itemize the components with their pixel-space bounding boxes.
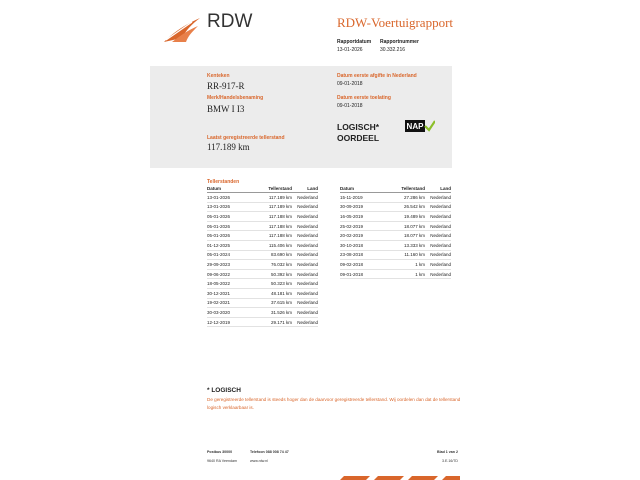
- table-row: [207, 250, 318, 260]
- header-date: Datum: [207, 185, 253, 193]
- cell-land: Nederland: [427, 240, 451, 250]
- cell-km: 50.323 km: [253, 279, 294, 289]
- cell-km: 26.542 km: [386, 202, 427, 212]
- footer-postbus: Postbus 30000: [207, 450, 233, 454]
- table-row: [207, 288, 318, 298]
- cell-km: 29.171 km: [253, 317, 294, 327]
- eerste-toelating-value: 09-01-2018: [337, 103, 363, 109]
- cell-km: 50.392 km: [253, 269, 294, 279]
- cell-km: 27.286 km: [386, 193, 427, 203]
- oordeel-line1: LOGISCH*: [337, 122, 380, 132]
- table-row: [340, 269, 451, 279]
- table-row: [207, 212, 318, 222]
- table-row: [340, 231, 451, 241]
- cell-land: Nederland: [427, 231, 451, 241]
- table-row: [340, 260, 451, 270]
- rdw-logo-icon: [162, 16, 202, 44]
- cell-date: 05-01-2024: [207, 250, 253, 260]
- table-row: [207, 308, 318, 318]
- cell-km: 117.188 km: [253, 212, 294, 222]
- report-title: RDW-Voertuigrapport: [337, 15, 454, 30]
- cell-land: Nederland: [294, 269, 318, 279]
- footer-phone: Telefoon 088 008 74 47: [250, 450, 289, 454]
- cell-date: 19-02-2021: [207, 298, 253, 308]
- cell-land: Nederland: [294, 240, 318, 250]
- cell-km: 31.526 km: [253, 308, 294, 318]
- cell-land: Nederland: [427, 269, 451, 279]
- cell-land: Nederland: [294, 279, 318, 289]
- cell-date: 05-01-2026: [207, 221, 253, 231]
- cell-km: 18.077 km: [386, 231, 427, 241]
- cell-km: 1 km: [386, 260, 427, 270]
- odometer-title: Tellerstanden: [207, 179, 240, 185]
- header-km: Tellerstand: [253, 185, 294, 193]
- cell-km: 115.406 km: [253, 240, 294, 250]
- table-row: [207, 231, 318, 241]
- eerste-toelating-label: Datum eerste toelating: [337, 95, 391, 101]
- cell-km: 13.333 km: [386, 240, 427, 250]
- rapportdatum-label: Rapportdatum: [337, 39, 372, 45]
- table-row: [340, 193, 451, 203]
- cell-km: 117.189 km: [253, 193, 294, 203]
- cell-land: Nederland: [294, 250, 318, 260]
- cell-land: Nederland: [427, 202, 451, 212]
- footer-stripes-icon: [340, 476, 460, 480]
- cell-land: Nederland: [427, 212, 451, 222]
- cell-km: 37.615 km: [253, 298, 294, 308]
- kenteken-label: Kenteken: [207, 73, 230, 79]
- cell-km: 76.032 km: [253, 260, 294, 270]
- note-title: * LOGISCH: [207, 387, 241, 394]
- header-land: Land: [294, 185, 318, 193]
- merk-label: Merk/Handelsbenaming: [207, 95, 264, 101]
- eerste-afgifte-label: Datum eerste afgifte in Nederland: [337, 73, 417, 79]
- footer-city: 9640 RA Veendam: [207, 459, 237, 463]
- table-row: [340, 240, 451, 250]
- cell-date: 16-05-2019: [340, 212, 386, 222]
- nap-logo-icon: [405, 120, 435, 132]
- cell-date: 12-12-2019: [207, 317, 253, 327]
- header-land: Land: [427, 185, 451, 193]
- footer-contact: [250, 448, 289, 466]
- cell-land: Nederland: [427, 250, 451, 260]
- cell-km: 18.077 km: [386, 221, 427, 231]
- cell-date: 09-01-2018: [340, 269, 386, 279]
- table-row: [207, 260, 318, 270]
- cell-date: 09-06-2022: [207, 269, 253, 279]
- cell-land: Nederland: [427, 260, 451, 270]
- footer-address: [207, 448, 237, 466]
- cell-date: 13-01-2026: [207, 193, 253, 203]
- cell-km: 19.489 km: [386, 212, 427, 222]
- table-header: [340, 185, 451, 193]
- brand-name: RDW: [207, 11, 253, 32]
- teller-label: Laatst geregistreerde tellerstand: [207, 135, 285, 141]
- cell-km: 117.189 km: [253, 202, 294, 212]
- cell-date: 15-11-2019: [340, 193, 386, 203]
- cell-km: 83.690 km: [253, 250, 294, 260]
- eerste-afgifte-value: 09-01-2018: [337, 81, 363, 87]
- merk-value: BMW I I3: [207, 104, 245, 114]
- table-row: [207, 202, 318, 212]
- table-row: [207, 279, 318, 289]
- cell-land: Nederland: [294, 288, 318, 298]
- cell-land: Nederland: [294, 298, 318, 308]
- cell-land: Nederland: [294, 308, 318, 318]
- table-row: [207, 240, 318, 250]
- cell-date: 29-09-2023: [207, 260, 253, 270]
- footer-page: [418, 448, 458, 466]
- rapportdatum: [337, 38, 371, 54]
- cell-date: 30-12-2021: [207, 288, 253, 298]
- cell-land: Nederland: [427, 193, 451, 203]
- kenteken-value: RR-917-R: [207, 81, 245, 91]
- cell-date: 30-03-2020: [207, 308, 253, 318]
- cell-land: Nederland: [294, 193, 318, 203]
- cell-land: Nederland: [294, 317, 318, 327]
- table-header: [207, 185, 318, 193]
- odometer-table-left: [207, 185, 318, 327]
- cell-date: 25-02-2019: [340, 221, 386, 231]
- oordeel: [337, 122, 379, 144]
- cell-km: 48.181 km: [253, 288, 294, 298]
- cell-km: 117.188 km: [253, 221, 294, 231]
- cell-date: 20-02-2019: [340, 231, 386, 241]
- oordeel-line2: OORDEEL: [337, 133, 380, 143]
- table-row: [207, 298, 318, 308]
- rapportnummer-value: 30.332.216: [380, 47, 406, 53]
- rapportnummer-label: Rapportnummer: [380, 39, 419, 45]
- cell-date: 18-05-2022: [207, 279, 253, 289]
- cell-km: 11.160 km: [386, 250, 427, 260]
- cell-km: 1 km: [386, 269, 427, 279]
- cell-land: Nederland: [294, 231, 318, 241]
- note-text: De geregistreerde tellerstand is steeds hoger dan de daarvoor geregistreerde tellerstand. Wij oordelen dan dat de tellerstand logisch verklaarbaar is.: [207, 397, 461, 410]
- cell-km: 117.188 km: [253, 231, 294, 241]
- cell-date: 05-01-2026: [207, 231, 253, 241]
- footer-page-number: Blad 1 van 2: [437, 450, 458, 454]
- table-row: [340, 212, 451, 222]
- footer-site: www.rdw.nl: [250, 459, 268, 463]
- vehicle-panel: [150, 66, 452, 168]
- table-row: [207, 193, 318, 203]
- cell-date: 05-01-2026: [207, 212, 253, 222]
- cell-land: Nederland: [294, 260, 318, 270]
- nap-logo-text: NAP: [406, 122, 424, 131]
- rapportnummer: [380, 38, 419, 54]
- teller-value: 117.189 km: [207, 142, 250, 152]
- cell-land: Nederland: [294, 212, 318, 222]
- header-km: Tellerstand: [386, 185, 427, 193]
- table-row: [207, 269, 318, 279]
- cell-date: 01-12-2025: [207, 240, 253, 250]
- cell-land: Nederland: [427, 221, 451, 231]
- header-date: Datum: [340, 185, 386, 193]
- table-row: [207, 221, 318, 231]
- rapportdatum-value: 13-01-2026: [337, 47, 363, 53]
- table-row: [340, 202, 451, 212]
- cell-land: Nederland: [294, 202, 318, 212]
- table-row: [340, 250, 451, 260]
- cell-date: 13-01-2026: [207, 202, 253, 212]
- cell-date: 30-10-2018: [340, 240, 386, 250]
- cell-date: 30-09-2019: [340, 202, 386, 212]
- table-row: [207, 317, 318, 327]
- cell-date: 23-08-2018: [340, 250, 386, 260]
- cell-date: 09-02-2018: [340, 260, 386, 270]
- odometer-table-right: [340, 185, 451, 279]
- cell-land: Nederland: [294, 221, 318, 231]
- footer-code: 3.E.16/7D: [442, 459, 458, 463]
- table-row: [340, 221, 451, 231]
